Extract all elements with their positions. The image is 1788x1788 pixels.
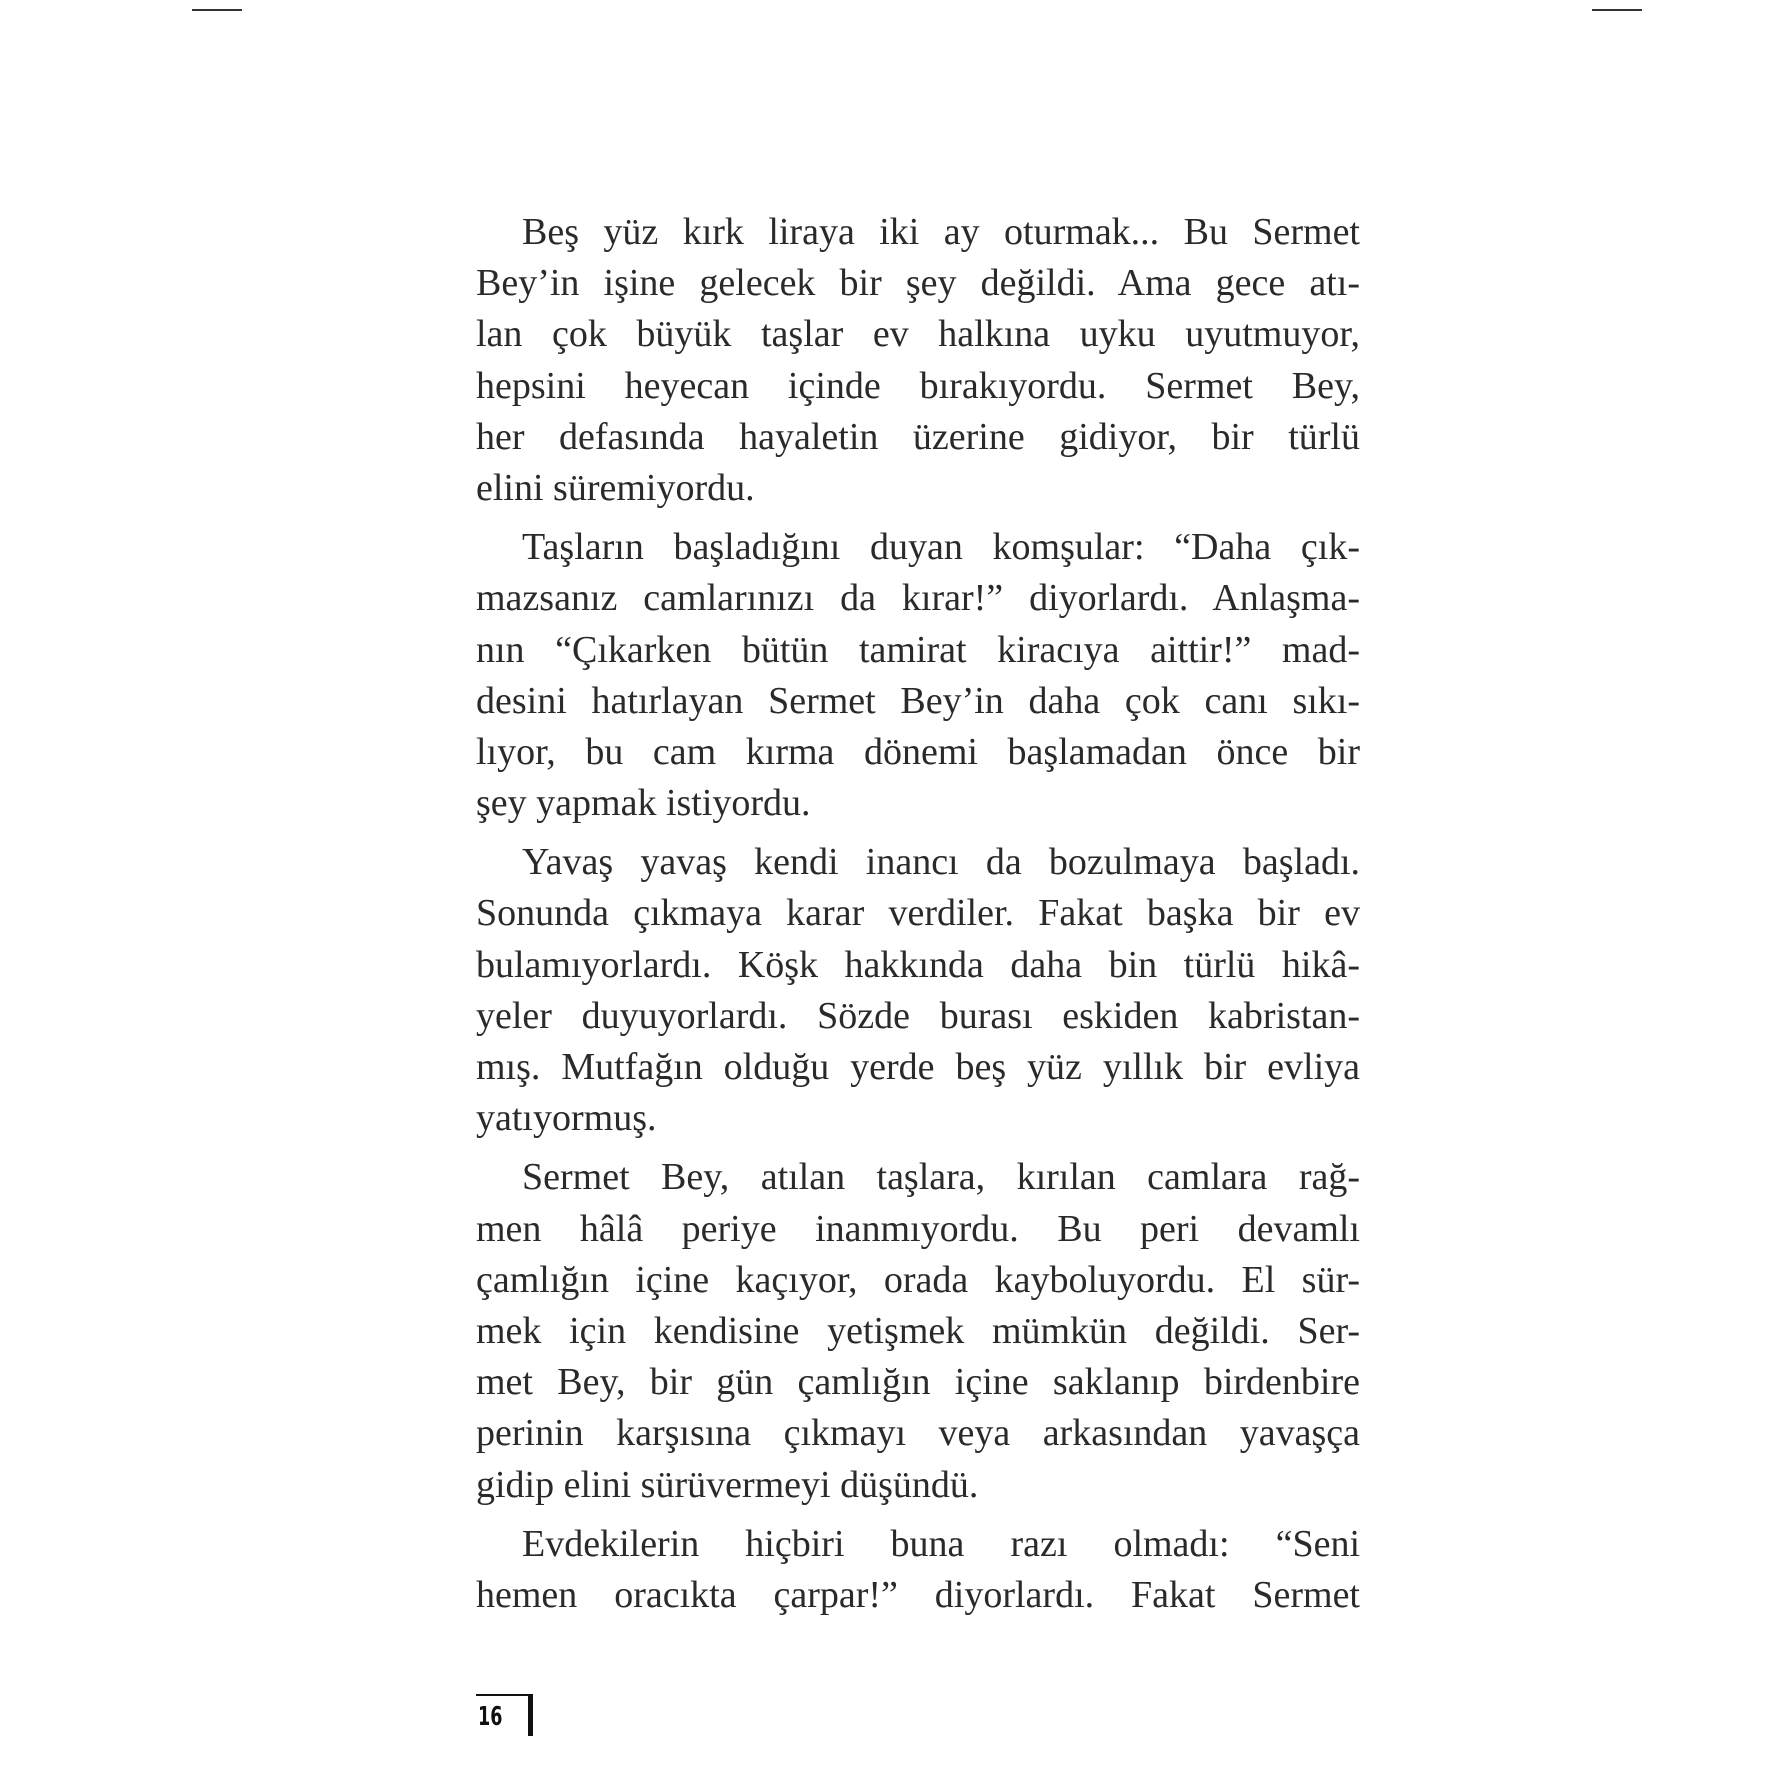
folio-vertical-rule	[528, 1694, 533, 1736]
text-line: perinin karşısına çıkmayı veya arkasından yavaşça	[476, 1412, 1360, 1455]
body-text	[476, 207, 1360, 1621]
text-line: çamlığın içine kaçıyor, orada kayboluyordu. El sür-	[476, 1258, 1360, 1301]
text-line: Sonunda çıkmaya karar verdiler. Fakat başka bir ev	[476, 892, 1360, 935]
text-line: desini hatırlayan Sermet Bey’in daha çok canı sıkı-	[476, 679, 1360, 722]
text-line: mazsanız camlarınızı da kırar!” diyorlardı. Anlaşma-	[476, 577, 1360, 620]
text-line: lıyor, bu cam kırma dönemi başlamadan önce bir	[476, 730, 1360, 773]
text-line: met Bey, bir gün çamlığın içine saklanıp birdenbire	[476, 1361, 1360, 1404]
text-line: bulamıyorlardı. Köşk hakkında daha bin türlü hikâ-	[476, 943, 1360, 986]
text-line: her defasında hayaletin üzerine gidiyor, bir türlü	[476, 415, 1360, 458]
paragraph-3	[476, 837, 1360, 1144]
text-line: gidip elini sürüvermeyi düşündü.	[476, 1463, 979, 1506]
text-line: Sermet Bey, atılan taşlara, kırılan camlara rağ-	[522, 1156, 1360, 1199]
text-line: elini süremiyordu.	[476, 466, 755, 509]
text-line: şey yapmak istiyordu.	[476, 782, 811, 825]
page-number: 16	[478, 1702, 503, 1732]
text-line: men hâlâ periye inanmıyordu. Bu peri devamlı	[476, 1207, 1360, 1250]
text-line: mek için kendisine yetişmek mümkün değildi. Ser-	[476, 1309, 1360, 1352]
text-line: yatıyormuş.	[476, 1097, 657, 1140]
crop-mark-left	[192, 9, 242, 11]
text-line: hemen oracıkta çarpar!” diyorlardı. Fakat Sermet	[476, 1573, 1360, 1616]
text-line: Beş yüz kırk liraya iki ay oturmak... Bu Sermet	[522, 211, 1360, 253]
page-number-box	[476, 1694, 536, 1736]
text-line: nın “Çıkarken bütün tamirat kiracıya aittir!” mad-	[476, 628, 1360, 671]
text-line: Evdekilerin hiçbiri buna razı olmadı: “Seni	[522, 1522, 1360, 1565]
text-line: Bey’in işine gelecek bir şey değildi. Ama gece atı-	[476, 262, 1360, 305]
text-line: Taşların başladığını duyan komşular: “Daha çık-	[522, 526, 1360, 569]
text-line: Yavaş yavaş kendi inancı da bozulmaya başladı.	[522, 841, 1360, 884]
crop-mark-right	[1592, 9, 1642, 11]
paragraph-2	[476, 522, 1360, 829]
folio-top-rule	[476, 1694, 528, 1696]
text-line: yeler duyuyorlardı. Sözde burası eskiden kabristan-	[476, 994, 1360, 1037]
text-line: lan çok büyük taşlar ev halkına uyku uyutmuyor,	[476, 313, 1360, 356]
text-line: hepsini heyecan içinde bırakıyordu. Sermet Bey,	[476, 364, 1360, 407]
text-line: mış. Mutfağın olduğu yerde beş yüz yıllık bir evliya	[476, 1046, 1360, 1088]
paragraph-1	[476, 207, 1360, 514]
paragraph-5	[476, 1519, 1360, 1621]
paragraph-4	[476, 1152, 1360, 1510]
